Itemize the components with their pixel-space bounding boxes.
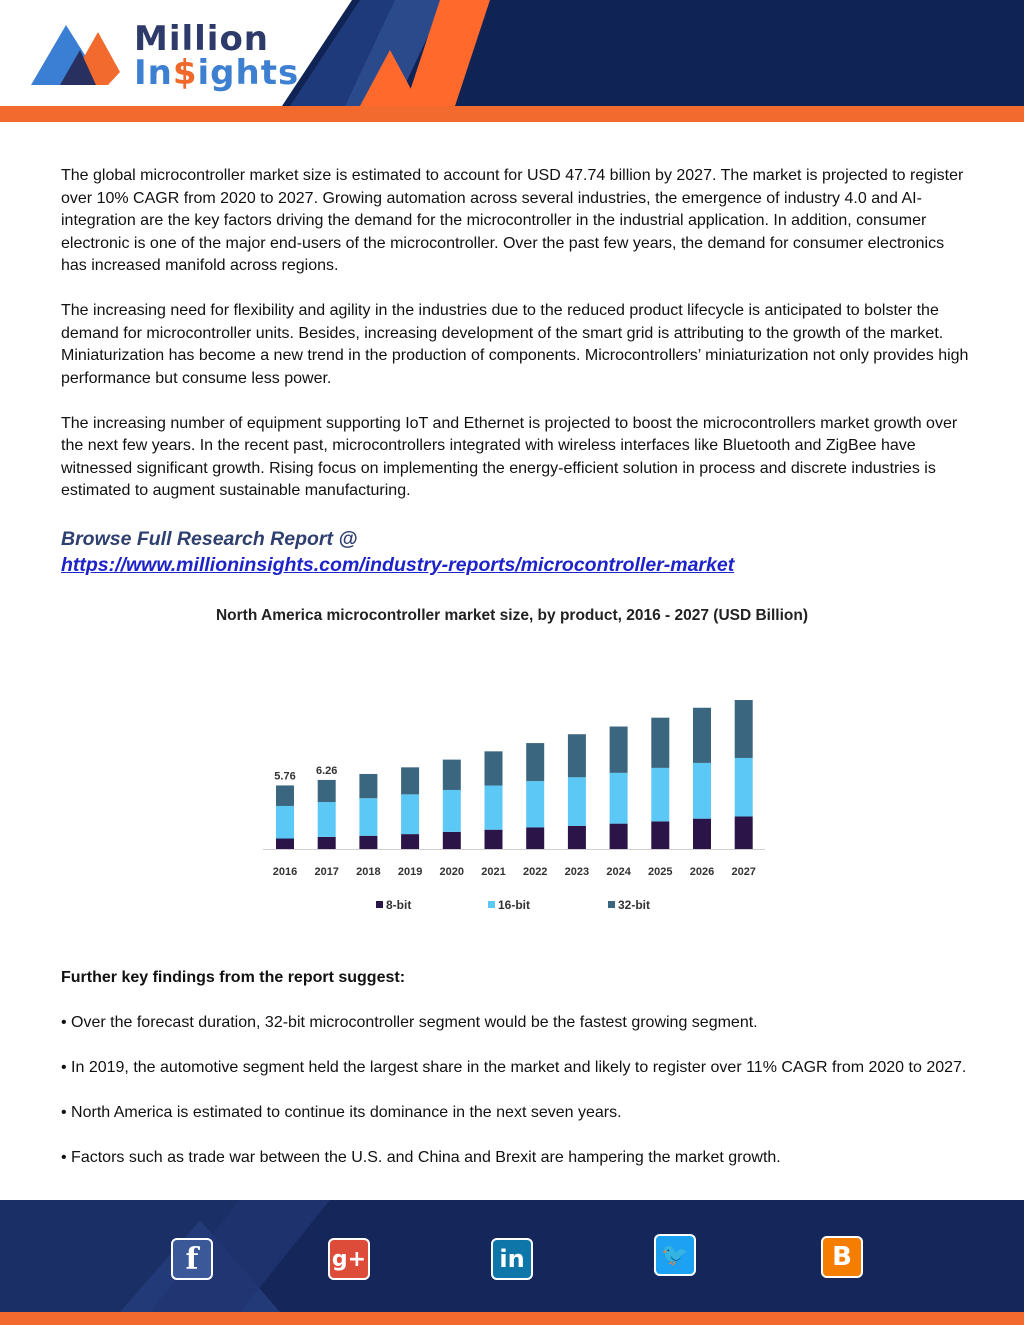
bar-16-bit (443, 790, 461, 832)
finding-item: • North America is estimated to continue its dominance in the next seven years. (61, 1104, 622, 1121)
legend-swatch (608, 901, 615, 908)
x-tick-label: 2020 (439, 866, 465, 878)
blogger-icon: B (832, 1242, 852, 1272)
bar-16-bit (318, 802, 336, 837)
bar-8-bit (485, 830, 503, 849)
legend-label: 8-bit (386, 898, 412, 912)
logo-line-2b: ights (197, 53, 300, 93)
linkedin-icon: in (499, 1245, 525, 1273)
legend-swatch (376, 901, 383, 908)
bar-32-bit (526, 743, 544, 781)
x-tick-label: 2027 (731, 866, 756, 878)
bar-32-bit (443, 760, 461, 790)
bar-16-bit (651, 768, 669, 822)
twitter-button[interactable] (654, 1234, 696, 1276)
bar-8-bit (693, 819, 711, 849)
bar-32-bit (693, 708, 711, 763)
bar-32-bit (359, 774, 377, 798)
bar-8-bit (568, 826, 586, 849)
logo-line-2 (134, 53, 300, 93)
x-tick-label: 2025 (648, 866, 673, 878)
google-plus-button[interactable] (328, 1238, 370, 1280)
data-label: 6.26 (315, 764, 338, 777)
finding-item: • In 2019, the automotive segment held the largest share in the market and likely to register over 11% CAGR from 2020 to 2027. (61, 1059, 967, 1076)
bar-8-bit (610, 824, 628, 849)
x-tick-label: 2021 (481, 866, 506, 878)
linkedin-button[interactable] (491, 1238, 533, 1280)
bar-32-bit (276, 785, 294, 806)
bar-16-bit (693, 763, 711, 819)
bar-32-bit (318, 780, 336, 802)
paragraph-1: The global microcontroller market size is estimated to account for USD 47.74 billion by 2027. The market is projected to register over 10% CAGR from 2020 to 2027. Growing automation across several industries, the emergence of industry 4.0 and AI-integration are the key factors driving the demand for the microcontroller in the industrial application. In addition, consumer electronic is one of the major end-users of the microcontroller. Over the past few years, the demand for consumer electronics has increased manifold across regions. (61, 167, 964, 274)
x-tick-label: 2016 (272, 866, 298, 878)
x-tick-label: 2023 (564, 866, 590, 878)
bar-32-bit (735, 700, 753, 758)
page-footer (0, 1200, 1024, 1325)
bar-8-bit (443, 832, 461, 849)
logo-dollar: $ (172, 53, 198, 93)
bar-32-bit (610, 727, 628, 773)
bar-8-bit (735, 816, 753, 849)
twitter-icon: 🐦 (661, 1242, 689, 1268)
bar-32-bit (485, 751, 503, 785)
x-tick-label: 2018 (356, 866, 381, 878)
bar-16-bit (735, 758, 753, 816)
x-tick-label: 2026 (689, 866, 715, 878)
bar-8-bit (401, 834, 419, 849)
bar-32-bit (568, 734, 586, 777)
stacked-bar-chart (0, 640, 1024, 930)
logo-mark-icon (28, 20, 138, 100)
logo-line-1: Million (134, 19, 270, 59)
bar-16-bit (568, 777, 586, 826)
paragraph-3: The increasing number of equipment supporting IoT and Ethernet is projected to boost the microcontrollers market growth over the next few years. In the recent past, microcontrollers integrated with wireless interfaces like Bluetooth and ZigBee have witnessed significant growth. Rising focus on implementing the energy-efficient solution in process and discrete industries is estimated to augment sustainable manufacturing. (61, 414, 958, 499)
legend-label: 32-bit (618, 898, 651, 912)
bar-8-bit (359, 836, 377, 849)
facebook-icon: f (185, 1241, 199, 1277)
browse-label: Browse Full Research Report @ (61, 528, 358, 550)
bar-16-bit (401, 794, 419, 834)
bar-16-bit (359, 798, 377, 836)
browse-report (61, 526, 734, 578)
x-tick-label: 2024 (606, 866, 631, 878)
x-tick-label: 2017 (314, 866, 339, 878)
bar-32-bit (651, 718, 669, 768)
report-link[interactable]: https://www.millioninsights.com/industry-reports/microcontroller-market (61, 554, 735, 576)
google-plus-icon: g+ (331, 1246, 367, 1272)
facebook-button[interactable] (171, 1238, 213, 1280)
findings-heading: Further key findings from the report suggest: (61, 969, 406, 986)
bar-16-bit (526, 781, 544, 827)
chart-title: North America microcontroller market size, by product, 2016 - 2027 (USD Billion) (215, 607, 809, 624)
finding-item: • Over the forecast duration, 32-bit microcontroller segment would be the fastest growing segment. (61, 1014, 758, 1031)
bar-8-bit (651, 821, 669, 849)
bar-8-bit (276, 839, 294, 849)
logo-wordmark (134, 19, 300, 93)
finding-item: • Factors such as trade war between the U.S. and China and Brexit are hampering the market growth. (61, 1149, 781, 1166)
bar-8-bit (318, 837, 336, 849)
page-header (0, 0, 1024, 122)
bar-16-bit (485, 786, 503, 830)
legend-label: 16-bit (498, 898, 531, 912)
data-label: 5.76 (274, 770, 296, 783)
x-tick-label: 2019 (397, 866, 423, 878)
article-body (61, 165, 971, 525)
legend-swatch (488, 901, 495, 908)
logo-line-2a: In (134, 53, 173, 93)
paragraph-2: The increasing need for flexibility and agility in the industries due to the reduced product lifecycle is anticipated to bolster the demand for microcontroller units. Besides, increasing development of the smart grid is attributing to the growth of the market. Miniaturization has become a new trend in the production of components. Microcontrollers’ miniaturization not only provides high performance but consume less power. (61, 302, 969, 387)
bar-16-bit (610, 773, 628, 824)
x-tick-label: 2022 (522, 866, 548, 878)
bar-32-bit (401, 767, 419, 794)
bar-16-bit (276, 806, 294, 839)
bar-8-bit (526, 827, 544, 849)
key-findings (61, 967, 971, 1192)
blogger-button[interactable] (821, 1236, 863, 1278)
